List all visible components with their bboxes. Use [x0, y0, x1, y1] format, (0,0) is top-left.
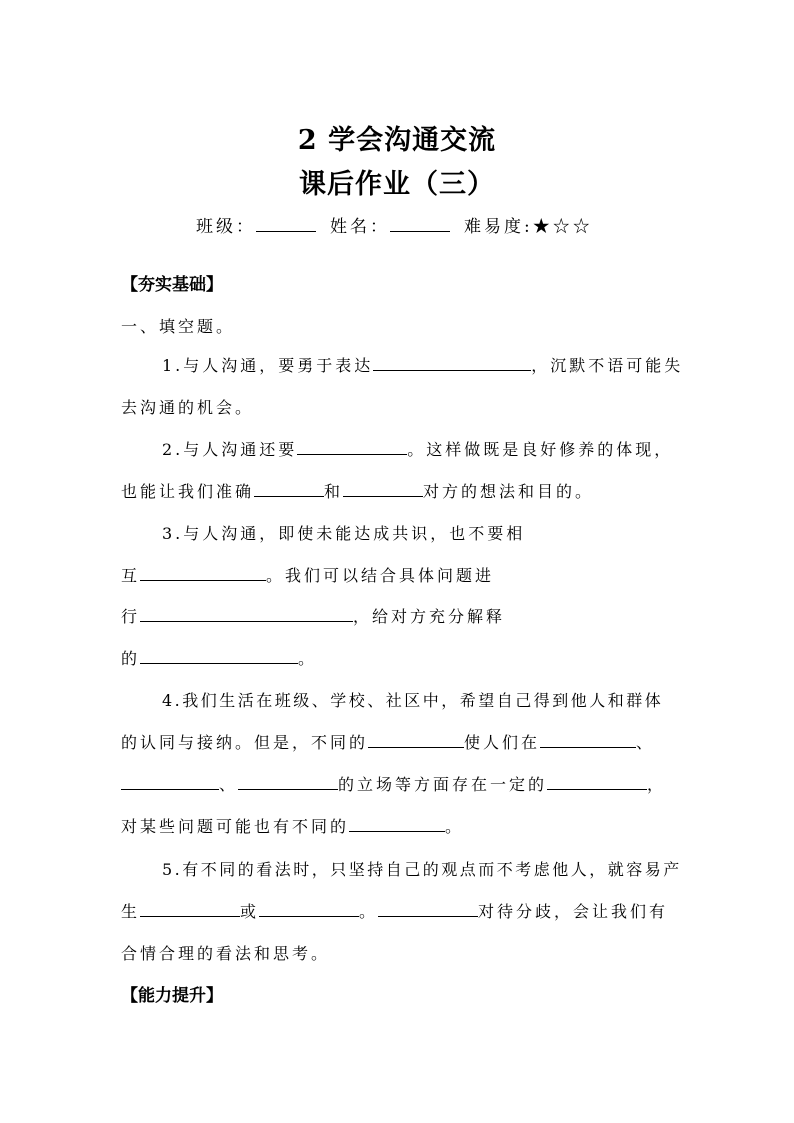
q4-blank-4[interactable]: [238, 773, 338, 790]
class-label: 班级：: [196, 217, 256, 237]
q5-text-d: 。: [359, 902, 379, 921]
name-blank[interactable]: [390, 215, 450, 232]
q5-line3: 合情合理的看法和思考。: [121, 944, 331, 963]
q5-line2: [121, 899, 668, 922]
q3-line2: [121, 563, 494, 586]
q4-blank-1[interactable]: [368, 731, 464, 748]
q1-blank-1[interactable]: [373, 354, 531, 371]
q2-text-d: 和: [324, 482, 344, 501]
q5-blank-1[interactable]: [140, 900, 240, 917]
q4-text-d: 、: [636, 733, 656, 752]
q4-text-f: 的立场等方面存在一定的: [338, 775, 548, 794]
q2-blank-1[interactable]: [297, 438, 407, 455]
q4-line2: [121, 730, 655, 753]
q3-text-c: 。我们可以结合具体问题进: [266, 566, 495, 585]
q2-text-a: 2.与人沟通还要: [162, 440, 298, 459]
page-subtitle: 课后作业（三）: [299, 169, 495, 200]
q3-text-b: 互: [121, 566, 141, 585]
difficulty-stars: ★☆☆: [532, 217, 593, 237]
q4-text-c: 使人们在: [464, 733, 541, 752]
q4-line1: 4.我们生活在班级、学校、社区中，希望自己得到他人和群体: [162, 691, 664, 710]
q4-blank-3[interactable]: [121, 773, 219, 790]
q2-blank-2[interactable]: [254, 480, 324, 497]
q2-text-b: 。这样做既是良好修养的体现，: [407, 440, 674, 459]
q4-text-g: ，: [647, 775, 667, 794]
q3-text-g: 。: [298, 649, 318, 668]
q3-text-e: ，给对方充分解释: [353, 607, 506, 626]
class-blank[interactable]: [256, 215, 316, 232]
q5-blank-2[interactable]: [259, 900, 359, 917]
q4-text-b: 的认同与接纳。但是，不同的: [121, 733, 369, 752]
q4-line4: [121, 814, 464, 837]
section-basic: 【夯实基础】: [121, 275, 223, 295]
q2-line1: [162, 437, 673, 460]
q2-text-e: 对方的想法和目的。: [423, 482, 595, 501]
q3-line3: [121, 604, 505, 627]
q5-text-e: 对待分歧，会让我们有: [478, 902, 669, 921]
name-label: 姓名：: [330, 217, 390, 237]
q1-line1: [162, 353, 683, 376]
q3-text-f: 的: [121, 649, 141, 668]
q3-blank-3[interactable]: [140, 647, 298, 664]
q5-blank-3[interactable]: [378, 900, 478, 917]
page-title: 2 学会沟通交流: [297, 125, 497, 156]
q3-blank-1[interactable]: [140, 564, 266, 581]
meta-line: [196, 212, 593, 237]
part1-heading: 一、填空题。: [121, 317, 236, 336]
q5-text-b: 生: [121, 902, 141, 921]
q2-line2: [121, 479, 594, 502]
q2-text-c: 也能让我们准确: [121, 482, 255, 501]
q3-line4: [121, 646, 317, 669]
q4-blank-2[interactable]: [540, 731, 636, 748]
q2-blank-3[interactable]: [343, 480, 423, 497]
q1-text-a: 1.与人沟通，要勇于表达: [162, 356, 374, 375]
q5-text-c: 或: [240, 902, 260, 921]
q4-blank-6[interactable]: [349, 815, 445, 832]
q1-line2: 去沟通的机会。: [121, 398, 255, 417]
difficulty-label: 难易度:: [464, 217, 533, 237]
q3-line1: 3.与人沟通，即使未能达成共识，也不要相: [162, 524, 526, 543]
q3-blank-2[interactable]: [140, 605, 353, 622]
q4-text-i: 。: [445, 817, 465, 836]
q4-line3: [121, 772, 666, 795]
section-advanced: 【能力提升】: [121, 986, 223, 1006]
q4-text-h: 对某些问题可能也有不同的: [121, 817, 350, 836]
q3-text-d: 行: [121, 607, 141, 626]
q1-text-b: ，沉默不语可能失: [531, 356, 684, 375]
q4-blank-5[interactable]: [547, 773, 647, 790]
q5-line1: 5.有不同的看法时，只坚持自己的观点而不考虑他人，就容易产: [162, 860, 682, 879]
q4-text-e: 、: [219, 775, 239, 794]
